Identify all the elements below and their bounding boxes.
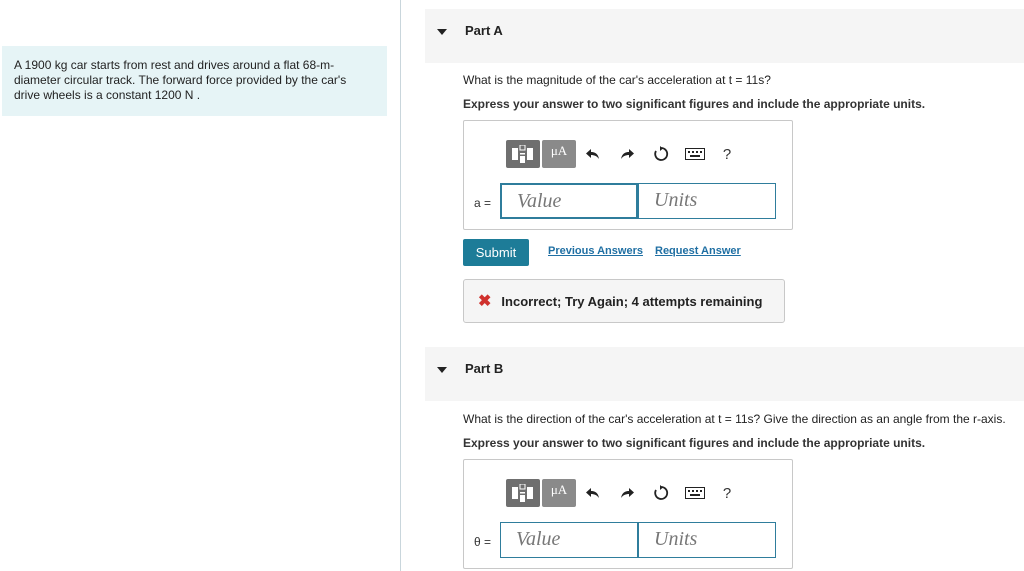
- undo-icon[interactable]: [576, 479, 610, 507]
- units-input[interactable]: Units: [638, 522, 776, 558]
- units-icon[interactable]: μA: [542, 479, 576, 507]
- math-toolbar: [506, 139, 742, 169]
- units-icon[interactable]: μA: [542, 140, 576, 168]
- part-a-answer-box: [463, 120, 793, 230]
- value-input[interactable]: Value: [500, 522, 638, 558]
- problem-statement: [2, 46, 387, 116]
- problem-text: A 1900 kg car starts from rest and drives around a flat 68-m-diameter circular track. The forward force provided by the car's drive wheels is a constant 1200 N .: [14, 58, 347, 102]
- undo-icon[interactable]: [576, 140, 610, 168]
- part-a-header[interactable]: [425, 9, 1024, 63]
- part-b-instruction: Express your answer to two significant figures and include the appropriate units.: [463, 436, 926, 450]
- feedback-text: Incorrect; Try Again; 4 attempts remaining: [501, 294, 763, 309]
- previous-answers-link[interactable]: Previous Answers: [548, 245, 643, 257]
- value-input[interactable]: Value: [500, 183, 638, 219]
- help-icon[interactable]: ?: [722, 145, 732, 163]
- caret-down-icon[interactable]: [437, 367, 447, 373]
- math-toolbar: [506, 478, 742, 508]
- variable-label: θ =: [474, 535, 492, 549]
- templates-icon[interactable]: [506, 140, 540, 168]
- submit-button[interactable]: Submit: [463, 239, 529, 266]
- redo-icon[interactable]: [610, 140, 644, 168]
- reset-icon[interactable]: [644, 140, 678, 168]
- part-b-header[interactable]: [425, 347, 1024, 401]
- keyboard-icon[interactable]: [678, 479, 712, 507]
- redo-icon[interactable]: [610, 479, 644, 507]
- caret-down-icon[interactable]: [437, 29, 447, 35]
- part-b-answer-box: [463, 459, 793, 569]
- templates-icon[interactable]: [506, 479, 540, 507]
- part-a-title: Part A: [465, 23, 503, 38]
- part-a-instruction: Express your answer to two significant figures and include the appropriate units.: [463, 97, 926, 111]
- panel-divider: [400, 0, 401, 571]
- variable-label: a =: [474, 196, 492, 210]
- units-input[interactable]: Units: [638, 183, 776, 219]
- part-b-title: Part B: [465, 361, 504, 376]
- keyboard-icon[interactable]: [678, 140, 712, 168]
- reset-icon[interactable]: [644, 479, 678, 507]
- feedback-message: [463, 279, 785, 323]
- incorrect-icon: ✖: [478, 293, 492, 310]
- help-icon[interactable]: ?: [722, 484, 732, 502]
- part-a-question: What is the magnitude of the car's acceleration at t = 11s?: [463, 73, 771, 87]
- request-answer-link[interactable]: Request Answer: [655, 245, 741, 257]
- part-b-question: What is the direction of the car's acceleration at t = 11s? Give the direction as an angle from the r-axis.: [463, 412, 1006, 426]
